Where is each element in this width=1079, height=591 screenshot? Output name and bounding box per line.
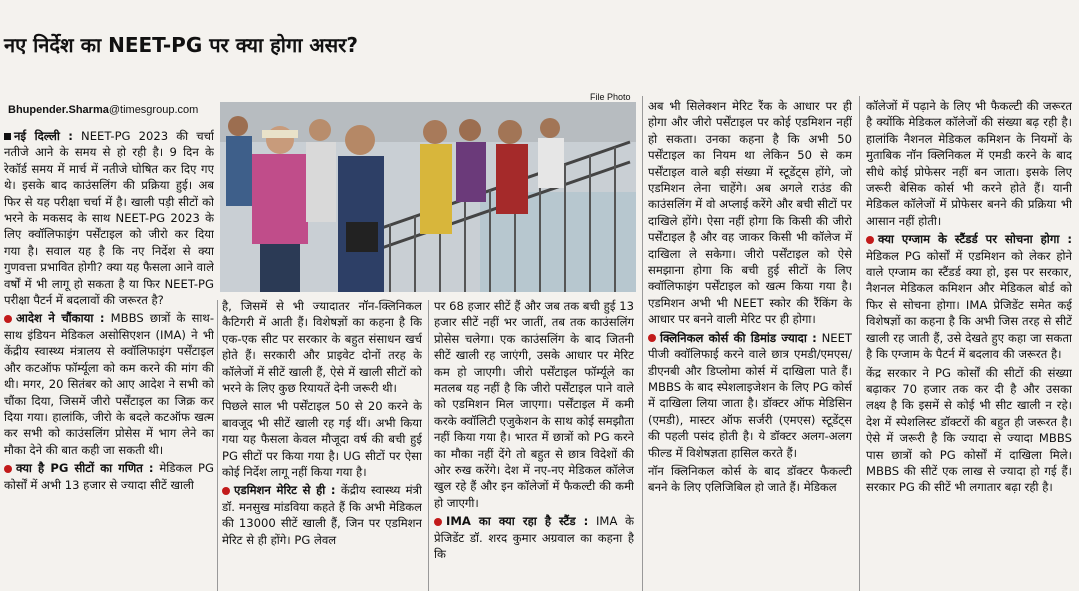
column-divider: [642, 96, 643, 591]
column-divider: [217, 300, 218, 591]
red-dot-icon: [866, 236, 874, 244]
red-dot-icon: [648, 334, 656, 342]
column-3: [434, 298, 634, 591]
dateline: नई दिल्ली :: [14, 129, 73, 143]
body-text: अब भी सिलेक्शन मेरिट रैंक के आधार पर ही होगा और जीरो पर्सेंटाइल पर कोई एडमिशन नहीं हो सकता। उनका कहना है कि अभी 50 पर्सेंटाइल का नियम था लेकिन 50 से कम पर्सेंटाइल वाले बड़ी संख्या में स्टूडेंट्स होंगे, जो एडमिशन लेना चाहेंगे। अब अगले राउंड की काउंसलिंग में वो अप्लाई करेंगे और बची सीटों पर दाखिले होंगे। ऐसा नहीं होगा कि किसी की जीरो पर्सेंटाइल है और वह जाकर किसी भी कॉलेज में दाखिला ले सकेगा। जीरो पर्सेंटाइल को ऐसे समझाना होगा कि बची हुई सीटों के लिए क्वॉलिफाइंग पर्सेंटाइल को खत्म किया गया है। एडमिशन अभी भी NEET स्कोर की रैंकिंग के आधार पर बनने वाली मेरिट पर ही होगा।: [648, 99, 852, 327]
byline-domain: @timesgroup.com: [108, 104, 199, 116]
column-divider: [859, 96, 860, 591]
body-text: नॉन क्लिनिकल कोर्स के बाद डॉक्टर फैकल्टी बनने के लिए एलिजिबिल हो जाते हैं। मेडिकल: [648, 463, 852, 495]
byline-name: Bhupender.Sharma: [8, 104, 109, 116]
subhead: क्लिनिकल कोर्स की डिमांड ज्यादा :: [660, 330, 817, 345]
column-2: [222, 298, 422, 591]
body-text: केंद्रीय स्वास्थ्य मंत्री डॉ. मनसुख मांडविया कहते हैं कि अभी मेडिकल की 13000 सीटें खाली हैं, जिन पर एडमिशन मेरिट से ही होंगे। PG लेवल: [222, 483, 422, 547]
photo-credit: File Photo: [590, 92, 631, 102]
subhead: एडमिशन मेरिट से ही :: [234, 483, 336, 498]
body-text: है, जिसमें से भी ज्यादातर नॉन-क्लिनिकल कैटिगरी में आती हैं। विशेषज्ञों का कहना है कि एक-एक सीट पर सरकार के बहुत संसाधन खर्च होते हैं। सरकारी और प्राइवेट दोनों तरह के कॉलेजों में सीटें खाली हैं, ऐसे में खाली सीटों को भरने के लिए कुछ रियायतें देनी जरूरी थी।: [222, 299, 422, 396]
headline: नए निर्देश का NEET-PG पर क्या होगा असर?: [4, 33, 358, 57]
subhead: क्या है PG सीटों का गणित :: [16, 461, 154, 476]
red-dot-icon: [4, 465, 12, 473]
red-dot-icon: [222, 487, 230, 495]
column-1: [4, 128, 214, 591]
column-4: [648, 98, 852, 591]
byline: [8, 104, 198, 116]
body-text: मेडिकल PG कोर्सों में एडमिशन को लेकर होने वाले एग्जाम का स्टैंडर्ड क्या हो, इस पर सरकार, नैशनल मेडिकल कमिशन और मेडिकल बोर्ड को फिर से सोचना होगा। IMA प्रेजिडेंट समेत कई विशेषज्ञों का कहना है कि अभी जिस तरह से सीटें खाली रह जाती हैं, उसे देखते हुए कहा जा सकता है कि एग्जाम के पैटर्न में बदलाव की जरूरत है।: [866, 248, 1072, 362]
red-dot-icon: [4, 315, 12, 323]
square-bullet-icon: [4, 133, 11, 140]
body-text: कॉलेजों में पढ़ाने के लिए भी फैकल्टी की जरूरत है क्योंकि मेडिकल कॉलेजों की संख्या बढ़ रही है। हालांकि नैशनल मेडिकल कमिशन के नियमों के मुताबिक नॉन क्लिनिकल में एमडी करने के बाद सीधे कोई प्रोफेसर नहीं बन जाता। इसके लिए जरूरी बेसिक कोर्स भी करने होते हैं। यानी मेडिकल कॉलेजों में प्रोफेसर बनने की प्रक्रिया भी आसान नहीं होती।: [866, 99, 1072, 228]
body-text: NEET पीजी क्वॉलिफाई करने वाले छात्र एमडी/एमएस/डीएनबी और डिप्लोमा कोर्स में दाखिला पाते हैं। MBBS के बाद स्पेशलाइजेशन के लिए PG कोर्स में दाखिला लिया जाता है। डॉक्टर ऑफ मेडिसिन (एमडी), मास्टर ऑफ सर्जरी (एमएस) स्टूडेंट्स की पहली पसंद होती है। ये डॉक्टर अलग-अलग फील्ड में विशेषज्ञता हासिल करते हैं।: [648, 330, 852, 460]
body-text: पिछले साल भी पर्सेंटाइल 50 से 20 करने के बावजूद भी सीटें खाली रह गई थीं। अभी किया गया यह फैसला केवल मौजूदा वर्ष की बची हुई PG सीटों पर किया गया है। UG सीटों पर ऐसा कोई निर्देश लागू नहीं किया गया है।: [222, 399, 422, 480]
body-text: IMA के प्रेजिडेंट डॉ. शरद कुमार अग्रवाल का कहना है कि: [434, 514, 634, 562]
body-text: केंद्र सरकार ने PG कोर्सों की सीटों की संख्या बढ़ाकर 70 हजार तक कर दी है और उसका लक्ष्य है कि इसमें से कोई भी सीट खाली न रहे। देश में स्पेशलिस्ट डॉक्टरों की बहुत ही जरूरत है। ऐसे में जरूरी है कि ज्यादा से ज्यादा MBBS पास छात्रों को PG कोर्सों में दाखिला मिले। MBBS की सीटें एक लाख से ज्यादा हो गई हैं। सरकार PG की सीटें भी लगातार बढ़ा रही है।: [866, 365, 1072, 495]
column-divider: [428, 300, 429, 591]
red-dot-icon: [434, 518, 442, 526]
photo-illustration: [220, 102, 636, 292]
body-text: मेडिकल PG कोर्सों में अभी 13 हजार से ज्यादा सीटें खाली: [4, 461, 214, 492]
intro-text: NEET-PG 2023 की चर्चा नतीजे आने के समय से हो रही है। 9 दिन के रेकॉर्ड समय में मार्च में नतीजे घोषित कर दिए गए थे। इसके बाद काउंसलिंग की प्रक्रिया हुई। अब फिर से यह परीक्षा चर्चा में है। खाली पड़ी सीटों को भरने के मकसद के साथ NEET-PG 2023 के लिए क्वॉलिफाइंग पर्सेंटाइल को जीरो कर दिया गया है। सवाल यह है कि नए निर्देश से क्या गुणवत्ता प्रभावित होगी? क्या यह फैसला आने वाले वर्षों में भी लागू हो सकता है या फिर NEET-PG परीक्षा पैटर्न में बदलावों की जरूरत है?: [4, 129, 214, 308]
body-text: पर 68 हजार सीटें हैं और जब तक बची हुई 13 हजार सीटें नहीं भर जातीं, तब तक काउंसलिंग प्रोसेस चलेगा। एक काउंसलिंग के बाद जितनी सीटें खाली रह जाएंगी, उसके आधार पर मेरिट कम हो जाएगी। जीरो पर्सेंटाइल फॉर्म्यूले का मतलब यह नहीं है कि जीरो पर्सेंटाइल पाने वाले को एडमिशन मिल जाएगा। पर्सेंटाइल में कमी करके क्वॉलिटी एजुकेशन के साथ कोई समझौता नहीं किया गया है। भारत में छात्रों को PG करने का मौका नहीं देंगे तो बहुत से छात्र विदेशों की ओर रुख करेंगे। देश में नए-नए मेडिकल कॉलेज खुल रहे हैं और इन कॉलेजों में फैकल्टी की कमी हो जाएगी।: [434, 299, 634, 510]
body-text: MBBS छात्रों के साथ-साथ इंडियन मेडिकल असोसिएशन (IMA) ने भी केंद्रीय स्वास्थ्य मंत्रालय से क्वॉलिफाइंग पर्सेंटाइल और कटऑफ फॉर्म्यूला को कम करने की मांग की थी। मगर, 20 सितंबर को आए आदेश ने सभी को चौंका दिया, जिसमें जीरो पर्सेंटाइल का जिक्र कर दिया गया। हालांकि, जीरो के बदले कटऑफ खत्म कर सभी को काउंसलिंग प्रोसेस में भाग लेने का मौका देने की बात कही जा सकती थी।: [4, 311, 214, 457]
column-5: [866, 98, 1072, 591]
news-photo: [220, 102, 636, 292]
subhead: क्या एग्जाम के स्टैंडर्ड पर सोचना होगा :: [878, 232, 1072, 247]
subhead: आदेश ने चौंकाया :: [16, 311, 105, 326]
subhead: IMA का क्या रहा है स्टैंड :: [446, 514, 589, 529]
